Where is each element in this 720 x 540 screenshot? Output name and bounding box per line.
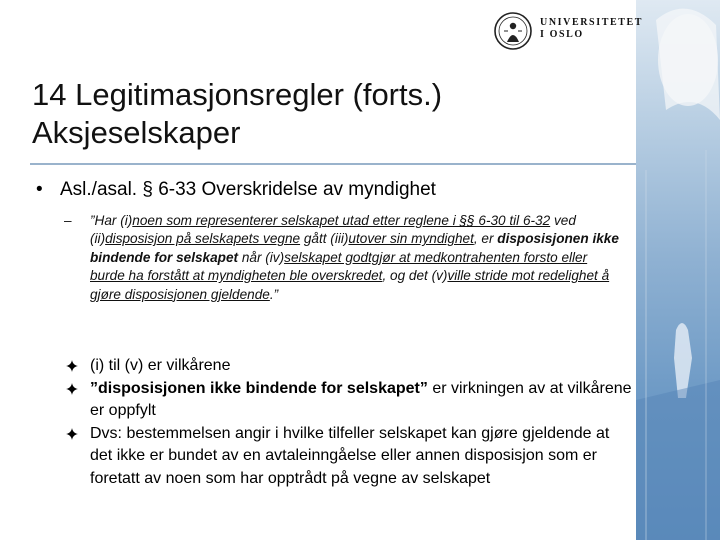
quote-text-3: gått (iii) bbox=[300, 231, 349, 247]
list-item-text: (i) til (v) er vilkårene bbox=[90, 357, 231, 374]
quote-condition-v: ville stride mot redelighet å gjøre disposisjonen gjeldende bbox=[90, 268, 610, 302]
quote-effect: disposisjonen ikke bindende for selskapet bbox=[90, 231, 619, 265]
quote-text-2: ved (ii) bbox=[90, 213, 576, 247]
university-seal-icon bbox=[494, 12, 532, 50]
list-item bbox=[66, 378, 636, 423]
main-bullet-text: Asl./asal. § 6-33 Overskridelse av myndighet bbox=[60, 179, 436, 200]
list-item-text: Dvs: bestemmelsen angir i hvilke tilfeller selskapet kan gjøre gjeldende at det ikke er bundet av en avtaleinngåelse eller annen disposisjon som er foretatt av noen som har opptrådt på vegne av selskapet bbox=[90, 424, 610, 487]
logo-line-1: UNIVERSITETET bbox=[540, 17, 644, 28]
statute-quote bbox=[64, 212, 624, 304]
quote-text-1: ”Har (i) bbox=[90, 213, 133, 228]
list-item bbox=[66, 355, 636, 378]
diamond-bullet-icon bbox=[66, 355, 82, 372]
quote-body bbox=[90, 212, 624, 304]
university-logo bbox=[494, 8, 644, 52]
quote-text-7: .” bbox=[269, 286, 279, 302]
diamond-bullet-icon bbox=[66, 378, 82, 395]
list-item bbox=[66, 423, 636, 491]
list-item-text: er virkningen av at vilkårene er oppfylt bbox=[90, 379, 632, 420]
quote-condition-ii: disposisjon på selskapets vegne bbox=[105, 231, 301, 247]
title-line-1: 14 Legitimasjonsregler (forts.) bbox=[32, 77, 443, 112]
logo-line-2: I OSLO bbox=[540, 29, 584, 40]
slide-title bbox=[32, 76, 632, 152]
quote-condition-i: noen som representerer selskapet utad etter reglene i §§ 6-30 til 6-32 bbox=[132, 213, 551, 228]
quote-text-5: når (iv) bbox=[238, 249, 285, 265]
diamond-list bbox=[66, 355, 636, 491]
decorative-photo-strip bbox=[636, 0, 720, 540]
list-item-bold-text: ”disposisjonen ikke bindende for selskapet” bbox=[90, 379, 428, 397]
main-bullet bbox=[36, 178, 596, 202]
quote-condition-iii: utover sin myndighet bbox=[348, 231, 474, 247]
diamond-bullet-icon bbox=[66, 423, 82, 440]
quote-text-4: , er bbox=[473, 231, 498, 247]
title-divider bbox=[30, 163, 636, 165]
quote-condition-iv: selskapet godtgjør at medkontrahenten forsto eller burde ha forstått at myndigheten ble overskredet bbox=[90, 249, 588, 284]
statue-silhouette-icon bbox=[636, 0, 720, 540]
quote-dash: – bbox=[64, 213, 72, 228]
bullet-marker: • bbox=[36, 179, 43, 200]
title-line-2: Aksjeselskaper bbox=[32, 115, 241, 150]
quote-text-6: , og det (v) bbox=[382, 268, 448, 284]
